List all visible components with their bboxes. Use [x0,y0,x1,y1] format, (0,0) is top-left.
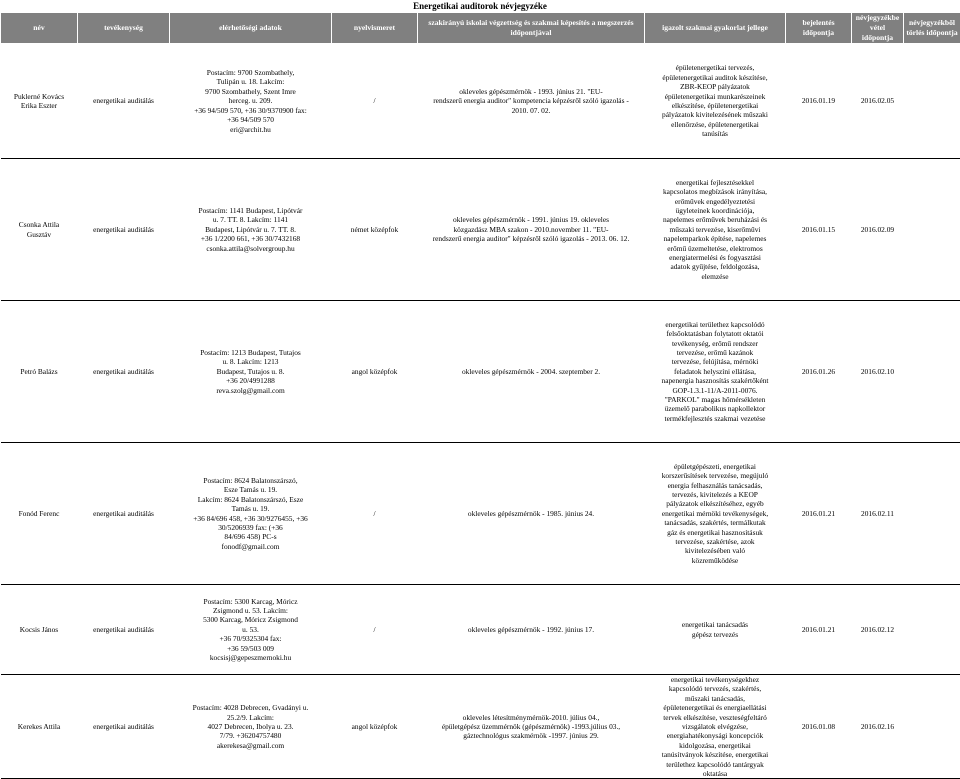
cell-practice-line: tanúsítás [648,129,783,138]
cell-deleted-date [904,675,960,779]
cell-practice-line: gépész tervezés [648,630,783,639]
cell-contact-line: 84/696 458) PC-s [173,532,329,541]
cell-registered-date: 2016.02.11 [852,443,904,585]
cell-practice-line: tanúsítványok készítése, energetikai [648,750,783,759]
cell-language: angol középfok [332,675,418,779]
cell-language: / [332,585,418,675]
cell-practice-line: oktatása [648,769,783,778]
cell-name [1,44,78,159]
cell-name [1,443,78,585]
column-header-qualifications: szakirányú iskolai végzettség és szakmai képesítés a megszerzés időpontjával [418,13,645,44]
cell-contact-line: +36 1/2200 661, +36 30/7432168 [173,234,329,243]
cell-name-line: Kocsis János [4,625,75,634]
cell-contact-line: Esze Tamás u. 19. [173,485,329,494]
cell-practice-line: területhez kapcsolódó tantárgyak [648,760,783,769]
cell-practice-line: tervezés, kivitelezés a KEOP [648,490,783,499]
cell-registered-date: 2016.02.05 [852,44,904,159]
cell-practice-line: kivitelezésében való [648,546,783,555]
cell-practice-line: energetikai területhez kapcsolódó [648,320,783,329]
cell-practice-line: feladatok helyszíni ellátása, [648,367,783,376]
cell-practice-line: tervezése, erőmű kazánok [648,348,783,357]
cell-practice-line: épületenergetikai munkarészeinek [648,92,783,101]
cell-qualifications-line: okleveles gépészmérnök - 1991. június 19. okleveles [421,215,642,224]
column-header-language: nyelvismeret [332,13,418,44]
cell-qualifications [418,675,645,779]
cell-practice-line: kapcsolatos megbízások irányítása, [648,187,783,196]
cell-registered-date: 2016.02.09 [852,159,904,301]
cell-practice-line: elkészítése, épületenergetikai [648,101,783,110]
cell-practice-line: közreműködése [648,556,783,565]
cell-practice-line: adatok gyűjtése, feldolgozása, [648,262,783,271]
cell-qualifications-line: rendszerű energia auditor" kompetencia képzésről szóló igazolás - [421,96,642,105]
cell-reported-date: 2016.01.26 [786,301,852,443]
page-title: Energetikai auditorok névjegyzéke [0,0,960,12]
cell-contact-line: +36 94/509 570 [173,115,329,124]
cell-qualifications-line: 2010. 07. 02. [421,106,642,115]
cell-qualifications-line: okleveles gépészmérnök - 1992. június 17. [421,625,642,634]
cell-deleted-date [904,44,960,159]
cell-name [1,675,78,779]
cell-practice-line: üzemelő parabolikus napkollektor [648,404,783,413]
cell-practice-line: napenergia hasznosítás szakértőként [648,376,783,385]
cell-qualifications-line: okleveles gépészmérnök - 2004. szeptember 2. [421,367,642,376]
cell-name-line: Gusztáv [4,230,75,239]
cell-practice-line: "PARKOL" magas hőmérsékleten [648,395,783,404]
cell-practice-line: energiahatékonysági koncepciók [648,731,783,740]
cell-contact-line: 5300 Karcag, Móricz Zsigmond [173,615,329,624]
cell-practice-line: energetikai tevékenységekhez [648,675,783,684]
cell-language: / [332,443,418,585]
cell-qualifications-line: közgazdász MBA szakon - 2010.november 11. "EU- [421,225,642,234]
cell-contact [170,44,332,159]
cell-registered-date: 2016.02.10 [852,301,904,443]
cell-contact-line: Postacím: 1141 Budapest, Lipótvár [173,206,329,215]
cell-practice-line: vizsgálatok elvégzése, [648,722,783,731]
cell-contact [170,159,332,301]
cell-qualifications-line: épületgépész üzemmérnök (gépészmérnök) -1993.július 03., [421,722,642,731]
cell-name-line: Petró Balázs [4,367,75,376]
column-header-deleted: névjegyzékből törlés időpontja [904,13,960,44]
cell-practice-line: ügyleteinek koordinációja, [648,206,783,215]
cell-name [1,301,78,443]
cell-practice-line: műszaki tervezése, kiserőművi [648,225,783,234]
cell-name-line: Csonka Attila [4,220,75,229]
table-row [1,675,960,779]
cell-name [1,585,78,675]
cell-practice [645,585,786,675]
cell-contact-line: reva.szolg@gmail.com [173,386,329,395]
cell-reported-date: 2016.01.19 [786,44,852,159]
cell-practice-line: felsőoktatásban folytatott oktatói [648,329,783,338]
cell-practice-line: gáz és energetikai hasznosításuk [648,528,783,537]
cell-reported-date: 2016.01.21 [786,585,852,675]
cell-contact-line: akerekesa@gmail.com [173,741,329,750]
column-header-activity: tevékenység [78,13,170,44]
cell-practice [645,44,786,159]
cell-deleted-date [904,159,960,301]
cell-practice-line: kapcsolódó tervezés, szakértés, [648,684,783,693]
column-header-registered: névjegyzékbe vétel időpontja [852,13,904,44]
cell-practice-line: épületenergetikai auditok készítése, [648,73,783,82]
cell-practice [645,159,786,301]
cell-contact [170,443,332,585]
cell-contact [170,585,332,675]
cell-contact-line: Postacím: 1213 Budapest, Tutajos [173,348,329,357]
cell-practice-line: energetikai mérnöki tevékenységek, [648,509,783,518]
table-row [1,443,960,585]
cell-qualifications [418,44,645,159]
cell-practice-line: napelemparkok építése, napelemes [648,234,783,243]
cell-contact-line: Zsigmond u. 53. Lakcím: [173,606,329,615]
cell-practice-line: műszaki tanácsadás, [648,694,783,703]
table-row [1,301,960,443]
cell-contact-line: fonodf@gmail.com [173,542,329,551]
cell-activity: energetikai auditálás [78,44,170,159]
cell-contact-line: 4027 Debrecen, Ibolya u. 23. [173,722,329,731]
cell-qualifications-line: okleveles gépészmérnök - 1985. június 24. [421,509,642,518]
cell-qualifications-line: rendszerű energia auditor" képzésről szóló igazolás - 2013. 06. 12. [421,234,642,243]
cell-contact-line: 30/5206939 fax: (+36 [173,523,329,532]
cell-activity: energetikai auditálás [78,443,170,585]
cell-contact-line: Budapest, Tutajos u. 8. [173,367,329,376]
cell-contact-line: 9700 Szombathely, Szent Imre [173,87,329,96]
cell-practice [645,675,786,779]
cell-contact-line: +36 70/9325304 fax: [173,634,329,643]
cell-practice [645,443,786,585]
cell-contact-line: Tamás u. 19. [173,504,329,513]
cell-practice-line: GOP-1.3.1-11/A-2011-0076. [648,386,783,395]
cell-practice-line: tevékenység, erőmű rendszer [648,339,783,348]
table-row [1,159,960,301]
table-row [1,585,960,675]
cell-reported-date: 2016.01.21 [786,443,852,585]
column-header-name: név [1,13,78,44]
cell-name [1,159,78,301]
cell-contact-line: herceg. u. 209. [173,96,329,105]
header-row [1,13,960,44]
cell-practice-line: tervezése, felújítása, mérnöki [648,357,783,366]
cell-contact-line: Postacím: 9700 Szombathely, [173,68,329,77]
cell-practice-line: energetikai fejlesztésekkel [648,178,783,187]
cell-contact-line: eri@archit.hu [173,125,329,134]
cell-qualifications-line: gáztechnológus szakmérnök -1997. június 29. [421,731,642,740]
cell-practice-line: energia felhasználás tanácsadás, [648,481,783,490]
cell-language: német középfok [332,159,418,301]
cell-deleted-date [904,301,960,443]
cell-deleted-date [904,443,960,585]
cell-contact-line: Lakcím: 8624 Balatonszárszó, Esze [173,495,329,504]
cell-practice-line: korszerűsítések tervezése, megújuló [648,471,783,480]
cell-contact-line: u. 8. Lakcím: 1213 [173,357,329,366]
cell-contact-line: +36 84/696 458, +36 30/9276455, +36 [173,514,329,523]
cell-qualifications [418,159,645,301]
cell-practice-line: erőmű üzemeltetése, elektromos [648,244,783,253]
cell-practice-line: termékfejlesztés szakmai vezetése [648,414,783,423]
cell-contact-line: 7/79. +36204757480 [173,731,329,740]
cell-contact [170,301,332,443]
cell-practice-line: épületgépészeti, energetikai [648,462,783,471]
cell-activity: energetikai auditálás [78,585,170,675]
cell-practice-line: épületenergetikai tervezés, [648,63,783,72]
cell-practice-line: elemzése [648,272,783,281]
cell-contact-line: +36 59/503 009 [173,644,329,653]
cell-practice-line: tanácsadás, szakértés, termálkutak [648,518,783,527]
cell-name-line: Erika Eszter [4,101,75,110]
cell-contact-line: u. 53. [173,625,329,634]
cell-registered-date: 2016.02.16 [852,675,904,779]
cell-practice-line: épületenergetikai és energiaellátási [648,703,783,712]
column-header-practice: igazolt szakmai gyakorlat jellege [645,13,786,44]
cell-contact-line: csonka.attila@solvergroup.hu [173,244,329,253]
cell-qualifications-line: okleveles létesítménymérnök-2010. július 04., [421,713,642,722]
cell-practice-line: pályázatok kivitelezésének műszaki [648,110,783,119]
cell-practice-line: kidolgozása, energetikai [648,741,783,750]
cell-qualifications [418,301,645,443]
cell-name-line: Kerekes Attila [4,722,75,731]
column-header-reported: bejelentés időpontja [786,13,852,44]
cell-contact-line: Postacím: 4028 Debrecen, Gvadányi u. [173,703,329,712]
cell-qualifications [418,585,645,675]
cell-practice-line: energetikai tanácsadás [648,620,783,629]
cell-contact [170,675,332,779]
cell-practice-line: pályázatok elkészítéséhez, egyéb [648,499,783,508]
cell-practice-line: napelemes erőművek beruházási és [648,215,783,224]
cell-qualifications [418,443,645,585]
cell-reported-date: 2016.01.08 [786,675,852,779]
cell-name-line: Puklerné Kovács [4,92,75,101]
column-header-contact: elérhetőségi adatok [170,13,332,44]
cell-practice-line: tervezése, szakértése, azok [648,537,783,546]
cell-practice-line: ellenőrzése, épületenergetikai [648,120,783,129]
cell-activity: energetikai auditálás [78,675,170,779]
auditor-register-table [0,12,960,779]
cell-practice-line: erőművek engedélyeztetési [648,197,783,206]
cell-contact-line: kocsisj@gepeszmernoki.hu [173,653,329,662]
cell-practice-line: energiatermelési és fogyasztási [648,253,783,262]
cell-activity: energetikai auditálás [78,301,170,443]
table-row [1,44,960,159]
cell-reported-date: 2016.01.15 [786,159,852,301]
cell-contact-line: +36 20/4991288 [173,376,329,385]
cell-contact-line: +36 94/509 570, +36 30/9370900 fax: [173,106,329,115]
cell-practice [645,301,786,443]
cell-contact-line: Postacím: 8624 Balatonszárszó, [173,476,329,485]
cell-contact-line: u. 7. TT. 8. Lakcím: 1141 [173,215,329,224]
cell-name-line: Fonód Ferenc [4,509,75,518]
cell-qualifications-line: okleveles gépészmérnök - 1993. június 21. "EU- [421,87,642,96]
cell-practice-line: ZBR-KEOP pályázatok [648,82,783,91]
cell-registered-date: 2016.02.12 [852,585,904,675]
cell-contact-line: Budapest, Lipótvár u. 7. TT. 8. [173,225,329,234]
cell-contact-line: 25.2/9. Lakcím: [173,713,329,722]
cell-activity: energetikai auditálás [78,159,170,301]
cell-language: angol középfok [332,301,418,443]
cell-deleted-date [904,585,960,675]
cell-practice-line: tervek elkészítése, veszteségfeltáró [648,713,783,722]
cell-contact-line: Tulipán u. 18. Lakcím: [173,77,329,86]
cell-language: / [332,44,418,159]
cell-contact-line: Postacím: 5300 Karcag, Móricz [173,597,329,606]
